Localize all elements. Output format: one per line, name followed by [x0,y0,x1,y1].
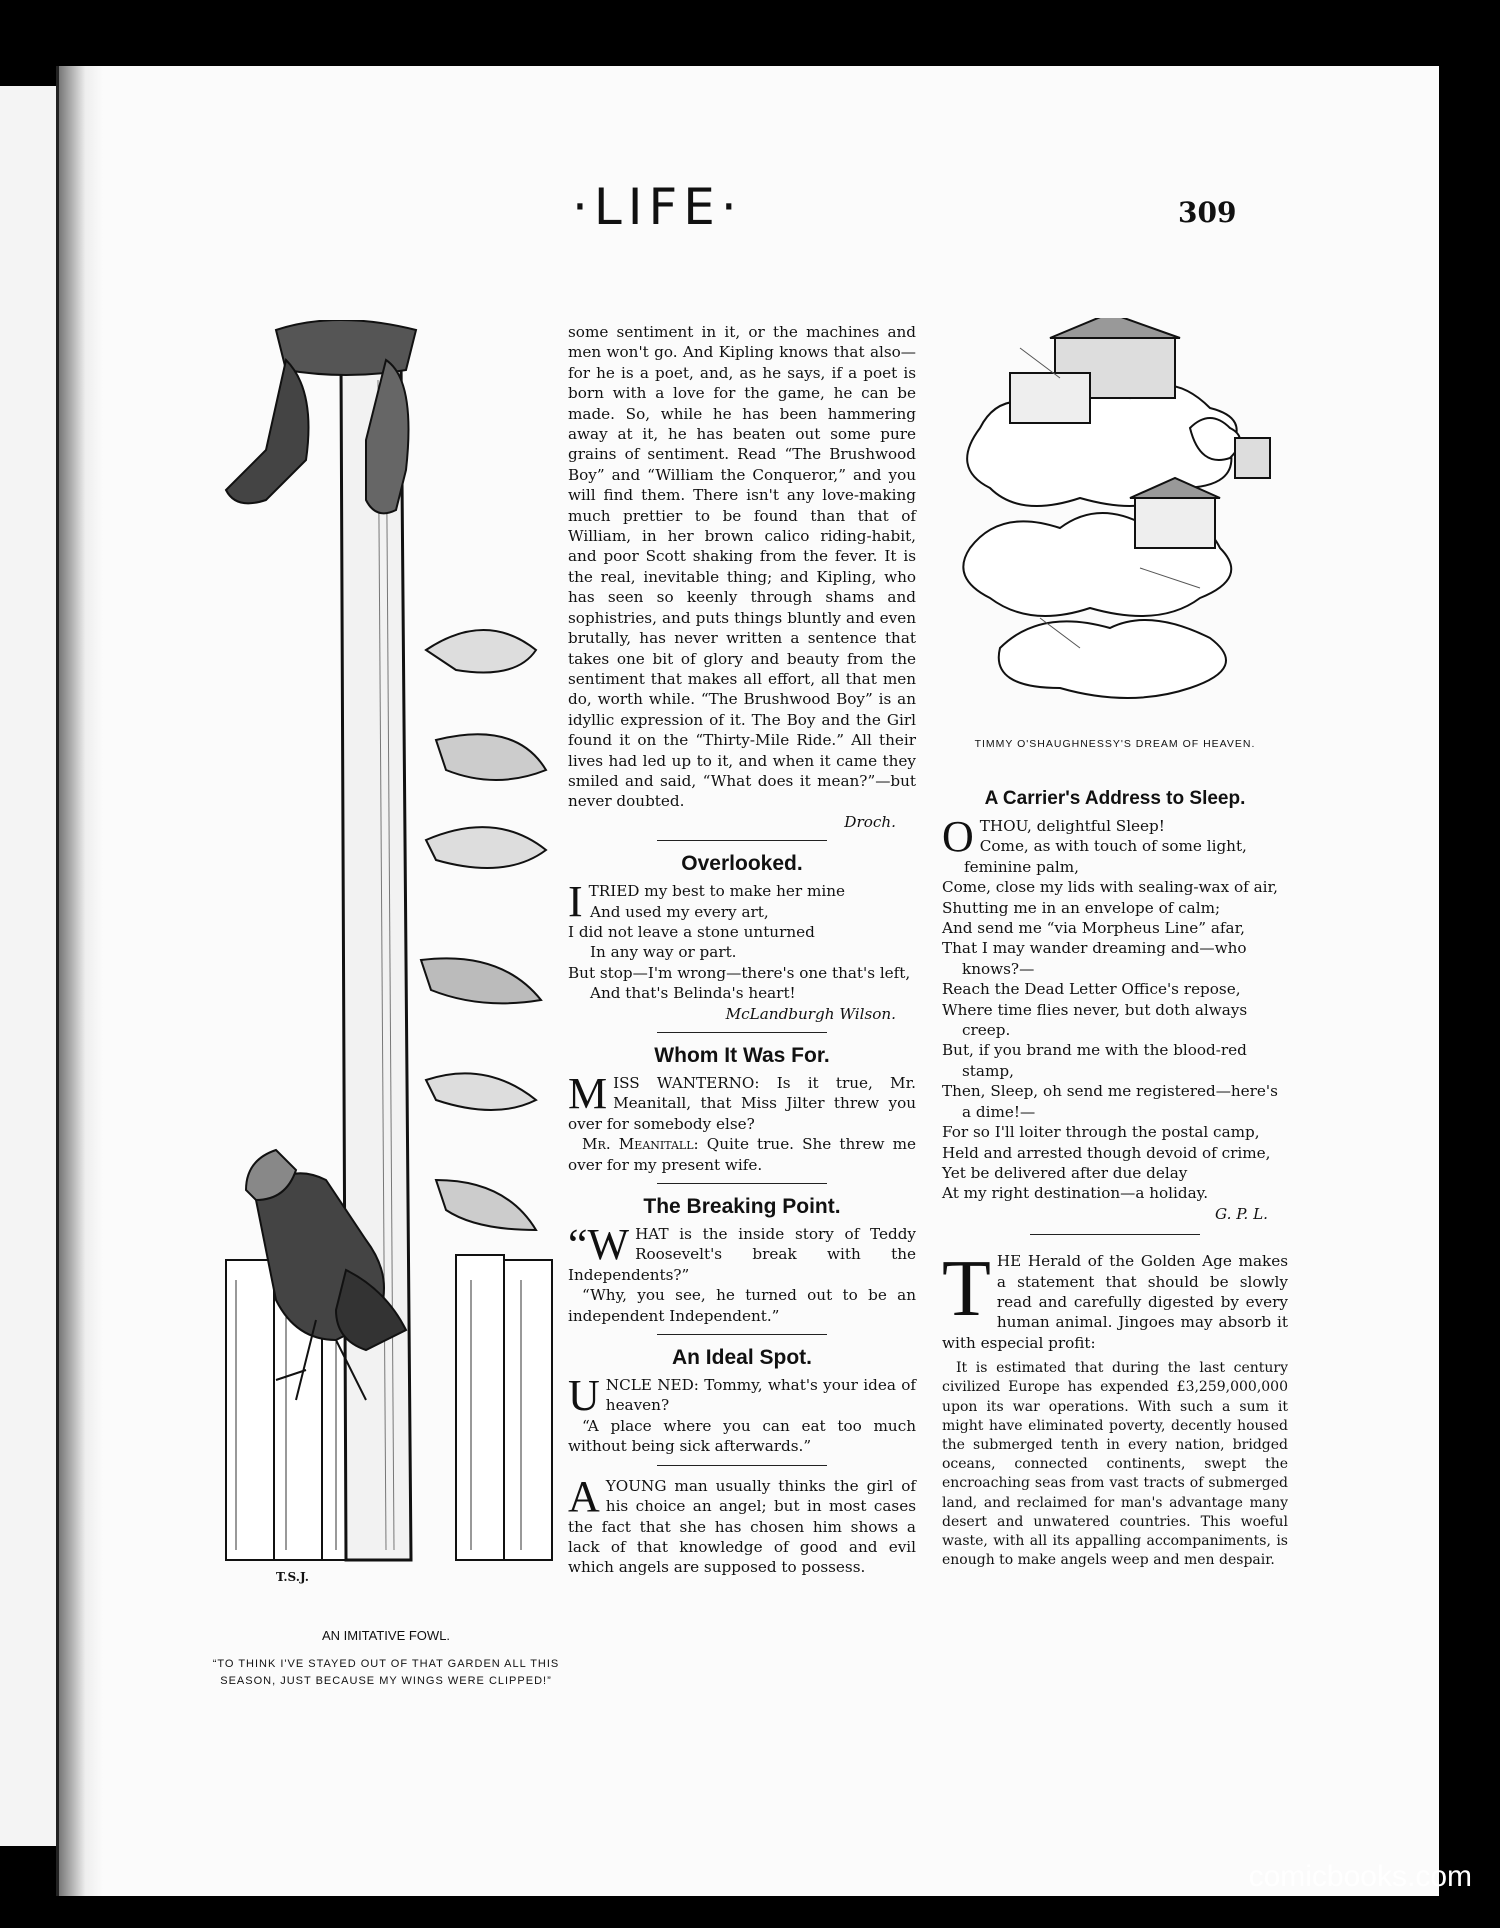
left-cartoon [196,320,566,1590]
drop-cap: I [568,877,583,927]
clouds-and-houses-illustration [940,318,1285,718]
poem-line: Reach the Dead Letter Office's repose, [942,980,1241,999]
herald-intro: HE Herald of the Golden Age makes a statement that should be slowly read and carefully digested by every human animal. Jingoes may absorb it with especial profit: [942,1252,1288,1352]
overlooked-poem [568,877,916,1003]
poem-line: TRIED my best to make her mine [588,882,845,901]
poem-line: And that's Belinda's heart! [590,984,796,1003]
whom-reply: Quite true. She threw me over for my present wife. [568,1135,917,1174]
divider [657,1183,827,1184]
poem-line: And send me “via Morpheus Line” afar, [942,919,1246,938]
divider [657,1032,827,1033]
divider [1030,1234,1200,1235]
masthead: ·LIFE· [572,178,743,236]
divider [657,1334,827,1335]
breaking-body [568,1220,916,1326]
right-cartoon [940,318,1285,718]
artist-signature: T.S.J. [276,1570,309,1584]
carrier-title: A Carrier's Address to Sleep. [984,788,1246,809]
left-cartoon-title: AN IMITATIVE FOWL. [321,1628,451,1643]
herald-quote: It is estimated that during the last century civilized Europe has expended £3,259,000,000 upon its war operations. With such a sum it might have eliminated poverty, decently housed the submerged tenth in every nation, bridged oceans, connected continents, swept the encroaching seas from vast tracts of submerged land, and reclaimed for man's advantage many desert and unwatered countries. This woeful waste, with all its appalling accompaniments, is enough to make angels weep and men despair. [942,1360,1288,1569]
facing-page-edge [0,86,59,1846]
drop-cap: M [568,1069,608,1118]
carrier-poem [942,812,1288,1204]
poem-line: Come, close my lids with sealing-wax of air, [942,878,1278,897]
pole-and-rooster-illustration [196,320,566,1590]
ideal-title: An Ideal Spot. [671,1346,812,1370]
ideal-reply: “A place where you can eat too much without being sick afterwards.” [568,1416,916,1456]
middle-column [568,322,916,1578]
drop-cap: U [568,1371,600,1421]
herald-paragraph [942,1245,1288,1570]
drop-cap: O [942,812,974,861]
ideal-para: NCLE NED: Tommy, what's your idea of heaven? [605,1376,916,1415]
poem-line: I did not leave a stone unturned [568,922,815,941]
poem-line: In any way or part. [590,943,737,962]
poem-line: That I may wander dreaming and—who knows?— [942,939,1247,978]
poem-line: Held and arrested though devoid of crime, [942,1143,1271,1162]
drop-cap: A [568,1471,600,1521]
whom-title: Whom It Was For. [654,1044,830,1067]
poem-line: But stop—I'm wrong—there's one that's left, [568,963,911,982]
poem-line: Then, Sleep, oh send me registered—here's a dime!— [942,1082,1278,1121]
right-cartoon-caption: TIMMY O'SHAUGHNESSY'S DREAM OF HEAVEN. [974,738,1256,750]
poem-line: THOU, delightful Sleep! [979,817,1165,835]
poem-line: Where time flies never, but doth always creep. [942,1000,1248,1040]
left-cartoon-caption: “TO THINK I'VE STAYED OUT OF THAT GARDEN ALL THIS SEASON, JUST BECAUSE MY WINGS WERE CLIPPED!” [212,1658,560,1687]
whom-body [568,1069,917,1175]
kipling-essay: some sentiment in it, or the machines and men won't go. And Kipling knows that also—for he is a poet, and, as he says, if a poet is born with a love for the game, he can be made. So, while he has been hammering away at it, he has beaten out some pure grains of sentiment. Read “The Brushwood Boy” and “William the Conqueror,” and you will find them. There isn't any love-making much prettier to be found than that of William, in her brown calico riding-habit, and poor Scott shaking from the fever. It is the real, inevitable thing; and Kipling, who has seen so keenly through shams and sophistries, and puts things bluntly and even brutally, has never written a sentence that takes one bit of glory and beauty from the sentiment that makes all effort, all that men do, worth while. “The Brushwood Boy” is an idyllic expression of it. The Boy and the Girl found it on the “Thirty-Mile Ride.” All their lives had led up to it, and when it came they smiled and said, “What does it mean?”—but never doubted. [568,323,916,811]
young-man-paragraph [568,1471,916,1578]
poem-line: Come, as with touch of some light, feminine palm, [964,837,1247,876]
ideal-body [568,1371,916,1457]
overlooked-signature: McLandburgh Wilson. [725,1004,896,1023]
kipling-signature: Droch. [844,812,896,831]
drop-cap: T [942,1245,991,1334]
young-text: YOUNG man usually thinks the girl of his choice an angel; but in most cases the fact that she has chosen him shows a lack of that knowledge of good and evil which angels are supposed to possess. [568,1476,916,1577]
poem-line: And used my every art, [590,902,769,921]
speaker-name: Mr. Meanitall: [582,1135,699,1154]
divider [657,1465,827,1466]
whom-para: ISS WANTERNO: Is it true, Mr. Meanitall, that Miss Jilter threw you over for somebody else? [568,1074,916,1133]
page-number: 309 [1178,196,1237,229]
breaking-reply: “Why, you see, he turned out to be an independent Independent.” [568,1286,916,1325]
poem-line: Shutting me in an envelope of calm; [942,898,1221,917]
gutter-shadow [59,66,103,1896]
overlooked-title: Overlooked. [681,852,803,876]
poem-line: At my right destination—a holiday. [942,1184,1209,1203]
breaking-title: The Breaking Point. [643,1195,841,1219]
breaking-para: HAT is the inside story of Teddy Roosevelt's break with the Independents?” [568,1225,916,1284]
divider [657,840,827,841]
right-column [942,780,1288,1570]
drop-cap: “W [568,1220,630,1270]
carrier-signature: G. P. L. [1215,1204,1268,1223]
watermark: comicbooks.com [1248,1860,1472,1893]
poem-line: Yet be delivered after due delay [942,1163,1188,1182]
poem-line: For so I'll loiter through the postal camp, [942,1123,1260,1142]
poem-line: But, if you brand me with the blood-red stamp, [942,1041,1247,1080]
